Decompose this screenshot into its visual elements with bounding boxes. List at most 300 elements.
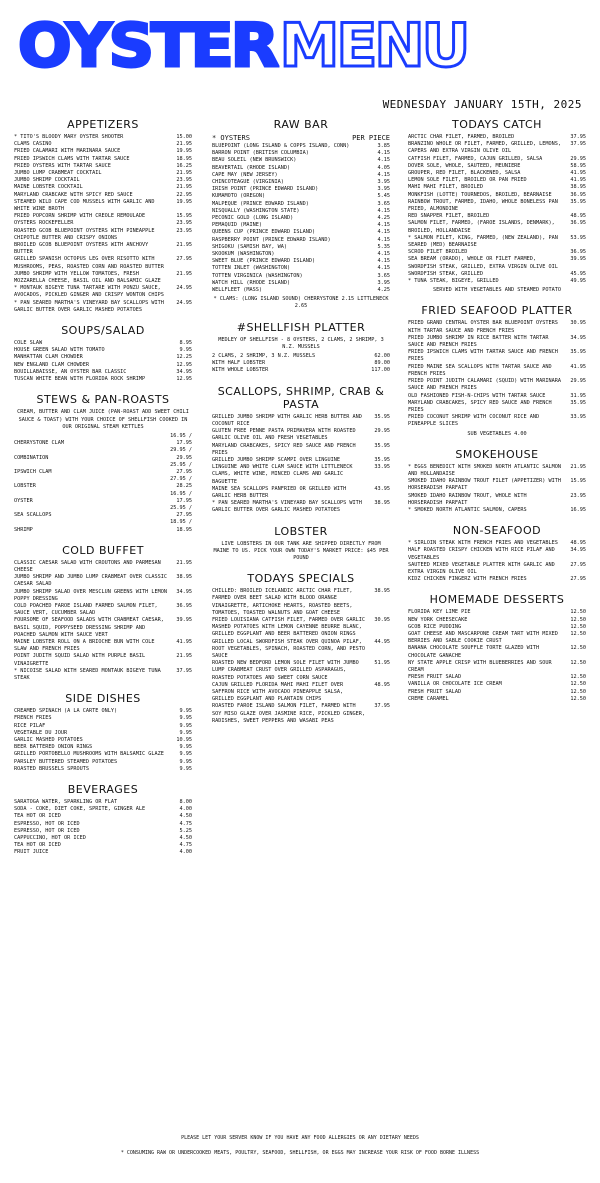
menu-item (14, 527, 192, 534)
section-note-fried-seafood-platter: SUB VEGETABLES 4.00 (467, 430, 527, 437)
menu-item-price: 12.50 (570, 609, 586, 616)
menu-item-price: 51.95 (374, 660, 390, 667)
menu-item (14, 715, 192, 722)
menu-item (212, 215, 390, 222)
section-note-todays-catch: SERVED WITH VEGETABLES AND STEAMED POTATO (432, 287, 562, 294)
menu-item-price: 17.95 (176, 440, 192, 447)
menu-item (212, 486, 390, 500)
menu-item-name: BEER BATTERED ONION RINGS (14, 744, 93, 751)
menu-item (14, 369, 192, 376)
menu-item-price: 34.95 (570, 547, 586, 554)
menu-item-name: * TITO'S BLOODY MARY OYSTER SHOOTER (14, 134, 124, 140)
menu-item-price: 8.95 (179, 340, 192, 347)
menu-item (212, 143, 390, 150)
menu-item-price: 21.95 (176, 141, 192, 148)
menu-item (212, 703, 390, 725)
menu-item-name: JUMBO SHRIMP AND JUMBO LUMP CRABMEAT OVER CLASSIC CAESAR SALAD (14, 574, 168, 588)
menu-item-name: PARSLEY BUTTERED STEAMED POTATOES (14, 758, 118, 765)
menu-item-name: ROASTED FAROE ISLAND SALMON FILET, FARMED WITH SOY MISO GLAZE OVER JASMINE RICE, PICKLED GINGER, RADISHES, SWEET PEPPERS AND WASABI PEAS (212, 703, 366, 724)
menu-item (14, 148, 192, 155)
menu-item-price: 15.95 (176, 213, 192, 220)
menu-item-name: MAINE SEA SCALLOPS PANFRIED OR GRILLED WITH GARLIC HERB BUTTER (212, 485, 347, 499)
menu-item-name: CAPE MAY (NEW JERSEY) (212, 171, 278, 178)
menu-item-name: * PAN SEARED MARTHA'S VINEYARD BAY SCALLOPS WITH GARLIC BUTTER OVER GARLIC MASHED POTATOES (212, 500, 362, 514)
menu-item (212, 457, 390, 464)
menu-item-price: 4.75 (179, 820, 192, 827)
menu-item (14, 340, 192, 347)
menu-item-price: 18.95 (176, 526, 192, 533)
section-title-stews-pan-roasts: STEWS & PAN-ROASTS (36, 393, 170, 407)
menu-item (408, 478, 586, 492)
menu-item-name: SMOKED IDAHO RAINBOW TROUT FILET (APPETIZER) WITH HORSERADISH PARFAIT (408, 478, 562, 492)
menu-item (14, 220, 192, 227)
menu-item-name: IRISH POINT (PRINCE EDWARD ISLAND) (212, 186, 319, 193)
menu-item-name: WELLFLEET (MASS) (212, 287, 262, 294)
menu-item-price: 21.95 (176, 184, 192, 191)
logo-word-oyster: OYSTER (18, 11, 276, 81)
menu-item-price: 24.95 (176, 285, 192, 292)
menu-item-price: 37.95 (570, 141, 586, 148)
menu-item-price: 3.95 (377, 279, 390, 286)
menu-item-name: FRENCH FRIES (14, 715, 52, 722)
menu-item-name: SHRIMP (14, 526, 33, 533)
oyster-menu-logo (18, 11, 582, 81)
menu-item-name: FRIED CALAMARI WITH MARINARA SAUCE (14, 148, 121, 155)
menu-item-name: GCOB RICE PUDDING (408, 623, 462, 630)
menu-item-name: CAPPUCCINO, HOT OR ICED (14, 835, 86, 842)
menu-item-name: KUMAMOTO (OREGON) (212, 193, 266, 200)
menu-item (14, 440, 192, 447)
menu-item-price: 12.50 (570, 695, 586, 702)
menu-item-name: GRILLED JUMBO SHRIMP WITH GARLIC HERB BUTTER AND COCONUT RICE (212, 413, 362, 427)
menu-item (408, 134, 586, 141)
menu-item-price: 5.25 (179, 827, 192, 834)
menu-item (14, 192, 192, 199)
menu-item (212, 172, 390, 179)
menu-item-price: 9.95 (179, 751, 192, 758)
menu-item-price: 39.95 (176, 617, 192, 624)
menu-item (212, 150, 390, 157)
menu-item (408, 507, 586, 514)
menu-item-price: 44.95 (374, 638, 390, 645)
menu-item (408, 493, 586, 507)
menu-item-name: SWEET BLUE (PRINCE EDWARD ISLAND) (212, 258, 316, 265)
menu-item (212, 428, 390, 442)
section-title-lobster: LOBSTER (274, 524, 328, 538)
menu-item (408, 689, 586, 696)
menu-item-name: MARYLAND CRABCAKES, SPICY RED SAUCE AND FRENCH FRIES (408, 399, 552, 413)
section-note-raw-bar: * CLAMS: (LONG ISLAND SOUND) CHERRYSTONE 2.15 LITTLENECK 2.65 (213, 296, 389, 310)
menu-item-price: 43.95 (374, 485, 390, 492)
menu-item (14, 799, 192, 806)
menu-item-price: 16.95 / (170, 490, 192, 497)
menu-item-price: 38.95 (374, 588, 390, 595)
menu-item-name: SHIGOKU (SAMISH BAY, WA) (212, 243, 287, 250)
menu-item-name (14, 491, 170, 498)
menu-item (14, 141, 192, 148)
menu-item (212, 273, 390, 280)
menu-item (408, 378, 586, 392)
menu-item-price: 16.95 (570, 506, 586, 513)
menu-item-price: 3.65 (377, 200, 390, 207)
section-title-appetizers: APPETIZERS (67, 118, 139, 131)
menu-item-name: JUMBO SHRIMP SALAD OVER MESCLUN GREENS WITH LEMON POPPY DRESSING (14, 588, 168, 602)
menu-item (14, 821, 192, 828)
menu-item (408, 400, 586, 414)
menu-item-price: 25.95 / (170, 504, 192, 511)
menu-item-name: FRIED IPSWICH CLAMS WITH TARTAR SAUCE (14, 155, 130, 162)
menu-item-name: GRILLED SPANISH OCTOPUS LEG OVER RISOTTO WITH MUSHROOMS, PEAS, ROASTED CORN AND ROASTED BUTTER (14, 256, 164, 270)
menu-item-name: MONKFISH (LOTTE) TOURNEDOS, BROILED, BEARNAISE (408, 191, 552, 198)
menu-item (14, 362, 192, 369)
menu-item-price: 35.95 (570, 198, 586, 205)
section-title-todays-specials: TODAYS SPECIALS (247, 572, 355, 586)
menu-item-price: 41.95 (570, 170, 586, 177)
menu-item-name: BRANZINO WHOLE OR FILET, FARMED, GRILLED, LEMONS, CAPERS AND EXTRA VIRGIN OLIVE OIL (408, 141, 562, 155)
menu-item-price: 4.15 (377, 150, 390, 157)
allergy-notice: PLEASE LET YOUR SERVER KNOW IF YOU HAVE ANY FOOD ALLERGIES OR ANY DIETARY NEEDS (181, 1135, 419, 1141)
menu-item-price: 4.75 (179, 842, 192, 849)
raw-food-warning: * CONSUMING RAW OR UNDERCOOKED MEATS, POULTRY, SEAFOOD, SHELLFISH, OR EGGS MAY INCREASE YOUR RISK OF FOOD BORNE ILLNESS (120, 1150, 480, 1156)
menu-item (212, 265, 390, 272)
menu-item-price: 27.95 / (170, 476, 192, 483)
raw-bar-header (212, 134, 390, 142)
menu-item-price: 4.15 (377, 222, 390, 229)
menu-item (14, 285, 192, 299)
menu-item (14, 462, 192, 469)
menu-item (212, 617, 390, 639)
menu-item-price: 21.95 (176, 170, 192, 177)
menu-item-name: FRIED LOUISIANA CATFISH FILET, FARMED OVER GARLIC MASHED POTATOES WITH LEMON CAYENNE BEURRE BLANC, GRILLED EGGPLANT AND BEER BATTERED ONION RINGS (212, 616, 366, 638)
menu-item-price: 28.25 (176, 483, 192, 490)
menu-item (14, 574, 192, 588)
menu-item-price: 34.95 (176, 588, 192, 595)
menu-item-price: 15.00 (176, 134, 192, 140)
menu-item-price: 12.50 (570, 623, 586, 630)
menu-item-price: 12.50 (570, 645, 586, 652)
menu-item (408, 617, 586, 624)
menu-item-price: 29.95 / (170, 447, 192, 454)
menu-item (14, 835, 192, 842)
menu-item-price: 9.95 (179, 758, 192, 765)
menu-item-price: 16.25 (176, 162, 192, 169)
menu-item-name: CHILLED: BROILED ICELANDIC ARCTIC CHAR FILET, FARMED OVER BEET SALAD WITH BLOOD ORANGE VINAIGRETTE, ARTICHOKE HEARTS, ROASTED BEETS, TOMATOES, TOASTED WALNUTS AND GOAT CHEESE (212, 588, 353, 616)
menu-item-price: 48.95 (374, 681, 390, 688)
menu-item (408, 335, 586, 349)
menu-item-price: 10.95 (176, 737, 192, 744)
menu-item-name: FRIED POPCORN SHRIMP WITH CREOLE REMOULADE (14, 213, 146, 220)
menu-item-name: STEAMED WILD CAPE COD MUSSELS WITH GARLIC AND WHITE WINE BROTH (14, 198, 155, 213)
menu-item-name: HALF ROASTED CRISPY CHICKEN WITH RICE PILAF AND VEGETABLES (408, 547, 555, 561)
menu-item (408, 141, 586, 155)
menu-column-middle (212, 118, 390, 725)
menu-item (14, 491, 192, 498)
menu-item (212, 244, 390, 251)
menu-item-name: SKOOKUM (WASHINGTON) (212, 251, 275, 258)
menu-item (212, 360, 390, 367)
menu-item (14, 469, 192, 476)
menu-item-name: ARCTIC CHAR FILET, FARMED, BROILED (408, 134, 515, 140)
menu-item (14, 228, 192, 242)
menu-item (408, 235, 586, 249)
menu-item (408, 660, 586, 674)
menu-item (14, 242, 192, 256)
menu-item-name: CREME CARAMEL (408, 695, 449, 702)
menu-item-price: 21.95 (176, 559, 192, 566)
menu-item (212, 682, 390, 704)
menu-item-price: 21.95 (176, 270, 192, 277)
menu-item-price: 9.95 (179, 744, 192, 751)
menu-item-price: 19.95 (176, 148, 192, 155)
menu-item-price: 45.95 (570, 270, 586, 277)
menu-item-name: MAHI MAHI FILET, BROILED (408, 184, 483, 191)
menu-item-name: * SIRLOIN STEAK WITH FRENCH FRIES AND VEGETABLES (408, 540, 558, 547)
menu-item (14, 184, 192, 191)
section-note-shellfish-platter: MEDLEY OF SHELLFISH - 8 OYSTERS, 2 CLAMS, 2 SHRIMP, 3 N.Z. MUSSELS (218, 336, 384, 350)
menu-item (212, 500, 390, 514)
menu-item (212, 208, 390, 215)
menu-item-name (14, 519, 170, 526)
menu-item-name: BLUEPOINT (LONG ISLAND & COPPS ISLAND, CONN) (212, 143, 350, 149)
menu-item-name: WITH HALF LOBSTER (212, 360, 266, 367)
menu-item-name: RAINBOW TROUT, FARMED, IDAHO, WHOLE BONELESS PAN FRIED, ALMONDINE (408, 198, 558, 213)
menu-item-price: 4.15 (377, 236, 390, 243)
menu-item-price: 38.95 (570, 184, 586, 191)
menu-item (14, 519, 192, 526)
menu-item-price: 41.95 (570, 363, 586, 370)
menu-item-price: 4.50 (179, 813, 192, 820)
menu-item-name: SWORDFISH STEAK, GRILLED (408, 270, 483, 277)
menu-item (408, 213, 586, 220)
menu-item-name: SCROD FILET BROILED (408, 249, 468, 256)
menu-item (408, 696, 586, 703)
menu-item-name: OYSTERS ROCKEFELLER (14, 220, 74, 227)
menu-item (14, 751, 192, 758)
menu-item-name: RED SNAPPER FILET, BROILED (408, 213, 490, 220)
menu-item (212, 165, 390, 172)
menu-item (212, 258, 390, 265)
menu-item-name: COLE SLAW (14, 340, 43, 347)
menu-item (408, 184, 586, 191)
menu-item-name: FRESH FRUIT SALAD (408, 674, 462, 681)
menu-item-price: 27.95 (570, 561, 586, 568)
menu-item-name: MAINE LOBSTER COCKTAIL (14, 184, 83, 191)
menu-item-name: GROUPER, RED FILET, BLACKENED, SALSA (408, 170, 521, 177)
menu-item (14, 177, 192, 184)
menu-item-price: 36.95 (570, 220, 586, 227)
menu-item-name: SAUTEED MIXED VEGETABLE PLATTER WITH GARLIC AND EXTRA VIRGIN OLIVE OIL (408, 561, 555, 575)
menu-item (408, 220, 586, 234)
menu-item-name: NISQUALLY (WASHINGTON STATE) (212, 207, 300, 214)
menu-item (212, 660, 390, 682)
menu-item-name: LEMON SOLE FILET, BROILED OR PAN FRIED (408, 177, 527, 184)
menu-item-price: 9.95 (179, 347, 192, 354)
menu-item-name: * SALMON FILET, KING, FARMED, (NEW ZEALAND), PAN SEARED (MED) BEARNAISE (408, 234, 558, 249)
menu-item-price: 18.95 (176, 155, 192, 162)
menu-item (408, 320, 586, 334)
menu-item-name: ESPRESSO, HOT OR ICED (14, 827, 80, 834)
section-note-lobster: LIVE LOBSTERS IN OUR TANK ARE SHIPPED DIRECTLY FROM MAINE TO US. PICK YOUR OWN TODAY'S MARKET PRICE: $45 PER POUND (213, 540, 389, 561)
menu-item (212, 588, 390, 617)
menu-item-name: CATFISH FILET, FARMED, CAJUN GRILLED, SALSA (408, 155, 543, 162)
menu-item-name: GRILLED JUMBO SHRIMP SCAMPI OVER LINGUINE (212, 456, 341, 463)
menu-item-name: FRIED JUMBO SHRIMP IN RICE BATTER WITH TARTAR SAUCE AND FRENCH FRIES (408, 334, 549, 349)
menu-item-name: FRIED GRAND CENTRAL OYSTER BAR BLUEPOINT OYSTERS WITH TARTAR SAUCE AND FRENCH FRIES (408, 320, 558, 334)
menu-item (408, 256, 586, 270)
menu-item (408, 645, 586, 659)
menu-item-name (14, 505, 170, 512)
menu-item-price: 16.95 / (170, 432, 192, 439)
menu-item-name: MANHATTAN CLAM CHOWDER (14, 354, 83, 361)
menu-item-name: TOTTEN VIRGINICA (WASHINGTON) (212, 272, 303, 279)
menu-item-name: NEW YORK CHEESECAKE (408, 616, 468, 623)
menu-item-name: JUMBO SHRIMP WITH YELLOW TOMATOES, FRESH MOZZARELLA CHEESE, BASIL OIL AND BALSAMIC GLAZE (14, 270, 161, 285)
menu-item-price: 12.25 (176, 354, 192, 361)
menu-item-name: CLASSIC CAESAR SALAD WITH CROUTONS AND PARMESAN CHEESE (14, 559, 161, 573)
menu-item-price: 21.95 (570, 463, 586, 470)
menu-item (212, 157, 390, 164)
section-title-fried-seafood-platter: FRIED SEAFOOD PLATTER (421, 304, 573, 318)
menu-item (14, 170, 192, 177)
menu-item (408, 364, 586, 378)
menu-item (408, 540, 586, 547)
menu-item-name: * TUNA STEAK, BIGEYE, GRILLED (408, 278, 499, 285)
menu-item-price: 31.95 (570, 392, 586, 399)
menu-item-name: FRIED POINT JUDITH CALAMARI (SQUID) WITH MARINARA SAUCE AND FRENCH FRIES (408, 378, 562, 392)
menu-item (14, 708, 192, 715)
menu-item-price: 8.00 (179, 799, 192, 806)
menu-item (14, 512, 192, 519)
menu-item-price: 22.95 (176, 191, 192, 198)
menu-item-price: 37.95 (570, 134, 586, 140)
menu-item (408, 681, 586, 688)
raw-bar-header-left: * OYSTERS (212, 134, 250, 142)
menu-item-price: 12.50 (570, 659, 586, 666)
menu-item-price: 24.95 (176, 299, 192, 306)
menu-item-price: 4.15 (377, 171, 390, 178)
menu-item (14, 134, 192, 141)
menu-item-price: 36.95 (570, 249, 586, 256)
menu-item-price: 9.95 (179, 708, 192, 715)
menu-item-name: TEA HOT OR ICED (14, 842, 61, 849)
menu-item-price: 23.95 (176, 220, 192, 227)
menu-item-price: 35.95 (570, 399, 586, 406)
menu-item-price: 35.95 (374, 456, 390, 463)
menu-item-name: MAINE LOBSTER ROLL ON A BRIOCHE BUN WITH COLE SLAW AND FRENCH FRIES (14, 638, 155, 653)
menu-item-name: COLD POACHED FAROE ISLAND FARMED SALMON FILET, SAUCE VERT, CUCUMBER SALAD (14, 602, 158, 617)
menu-item-price: 62.00 (374, 353, 390, 360)
menu-item-name: * EGGS BENEDICT WITH SMOKED NORTH ATLANTIC SALMON AND HOLLANDAISE (408, 463, 562, 477)
menu-item-name (14, 433, 170, 440)
menu-item-name: LINGUINE AND WHITE CLAM SAUCE WITH LITTLENECK CLAMS, WHITE WINE, MINCED CLAMS AND GARLIC BAGUETTE (212, 464, 353, 485)
menu-item (14, 730, 192, 737)
section-title-raw-bar: RAW BAR (273, 118, 329, 131)
menu-item-name: FRIED OYSTERS WITH TARTAR SAUCE (14, 162, 111, 169)
menu-item-name: QUEENS CUP (PRINCE EDWARD ISLAND) (212, 229, 316, 236)
menu-item-name: KIDZ CHICKEN FINGERZ WITH FRENCH FRIES (408, 576, 527, 583)
menu-date: WEDNESDAY JANUARY 15TH, 2025 (382, 98, 582, 111)
menu-item (408, 349, 586, 363)
menu-item (408, 177, 586, 184)
menu-item-price: 34.95 (570, 334, 586, 341)
menu-item-name: POINT JUDITH SQUID SALAD WITH PURPLE BASIL VINAIGRETTE (14, 653, 146, 667)
menu-item-name: NEW ENGLAND CLAM CHOWDER (14, 361, 89, 368)
menu-item-name: SODA - COKE, DIET COKE, SPRITE, GINGER ALE (14, 806, 146, 813)
menu-item (14, 723, 192, 730)
menu-item (14, 300, 192, 314)
menu-item-price: 3.85 (377, 143, 390, 149)
menu-item-price: 29.95 (176, 454, 192, 461)
menu-item-price: 5.45 (377, 193, 390, 200)
menu-item-price: 30.95 (374, 616, 390, 623)
menu-item-name: WITH WHOLE LOBSTER (212, 367, 269, 374)
menu-column-left (14, 118, 192, 857)
menu-item (14, 617, 192, 639)
menu-item-name: TOTTEN INLET (WASHINGTON) (212, 265, 291, 272)
menu-item-price: 23.95 (176, 177, 192, 184)
menu-item-name: CHERRYSTONE CLAM (14, 440, 64, 447)
menu-item (408, 609, 586, 616)
menu-item (14, 744, 192, 751)
menu-item-name: 2 CLAMS, 2 SHRIMP, 3 N.Z. MUSSELS (212, 353, 316, 360)
menu-item-price: 117.00 (371, 367, 390, 374)
menu-item-name: FRUIT JUICE (14, 849, 49, 856)
menu-item-name: * NICOISE SALAD WITH SEARED MONTAUK BIGEYE TUNA STEAK (14, 667, 161, 681)
menu-item (212, 443, 390, 457)
menu-item-price: 3.95 (377, 179, 390, 186)
menu-item-price: 4.15 (377, 207, 390, 214)
menu-item-name: * MONTAUK BIGEYE TUNA TARTARE WITH PONZU SAUCE, AVOCADOS, PICKLED GINGER AND CRISPY WONTON CHIPS (14, 285, 164, 299)
menu-item (14, 433, 192, 440)
menu-item (408, 271, 586, 278)
menu-item-name: FRIED MAINE SEA SCALLOPS WITH TARTAR SAUCE AND FRENCH FRIES (408, 363, 552, 377)
menu-item (14, 737, 192, 744)
menu-item (408, 547, 586, 561)
logo-word-menu: MENU (279, 11, 468, 81)
menu-item-name: VANILLA OR CHOCOLATE ICE CREAM (408, 681, 502, 688)
menu-item-name: BOUILLABAISSE, AN OYSTER BAR CLASSIC (14, 368, 127, 375)
menu-item-price: 58.95 (570, 162, 586, 169)
menu-item (14, 347, 192, 354)
raw-bar-header-right: PER PIECE (352, 134, 390, 142)
menu-item-price: 12.50 (570, 674, 586, 681)
menu-item (212, 353, 390, 360)
menu-item (14, 766, 192, 773)
menu-item-name: MARYLAND CRABCAKE WITH SPICY RED SAUCE (14, 191, 133, 198)
menu-item-price: 37.95 (176, 667, 192, 674)
menu-item-price: 29.95 (570, 378, 586, 385)
menu-item-price: 19.95 (176, 198, 192, 205)
menu-item-name: ROASTED GCOB BLUEPOINT OYSTERS WITH PINEAPPLE CHIPOTLE BUTTER AND CRISPY ONIONS (14, 227, 155, 241)
menu-item-name: OLD FASHIONED FISH-N-CHIPS WITH TARTAR SAUCE (408, 392, 546, 399)
menu-item (14, 256, 192, 270)
menu-item-name: JUMBO LUMP CRABMEAT COCKTAIL (14, 170, 102, 177)
menu-item-price: 17.95 (176, 497, 192, 504)
menu-item-name: RASPBERRY POINT (PRINCE EDWARD ISLAND) (212, 236, 331, 243)
section-title-homemade-desserts: HOMEMADE DESSERTS (429, 593, 565, 607)
menu-item-price: 4.05 (377, 164, 390, 171)
menu-item-price: 18.95 / (170, 519, 192, 526)
menu-item (14, 376, 192, 383)
menu-item-name: VEGETABLE DU JOUR (14, 729, 68, 736)
menu-item (212, 414, 390, 428)
menu-item-name: ROASTED BRUSSELS SPROUTS (14, 765, 89, 772)
menu-item-price: 12.50 (570, 681, 586, 688)
menu-item-price: 27.95 (176, 256, 192, 263)
menu-item-name: FOURSOME OF SEAFOOD SALADS WITH CRABMEAT CAESAR, BASIL SQUID, POPPYSEED DRESSING SHRIMP AND POACHED SALMON WITH SAUCE VERT (14, 617, 164, 638)
section-title-shellfish-platter: #SHELLFISH PLATTER (236, 320, 366, 334)
menu-item (14, 759, 192, 766)
